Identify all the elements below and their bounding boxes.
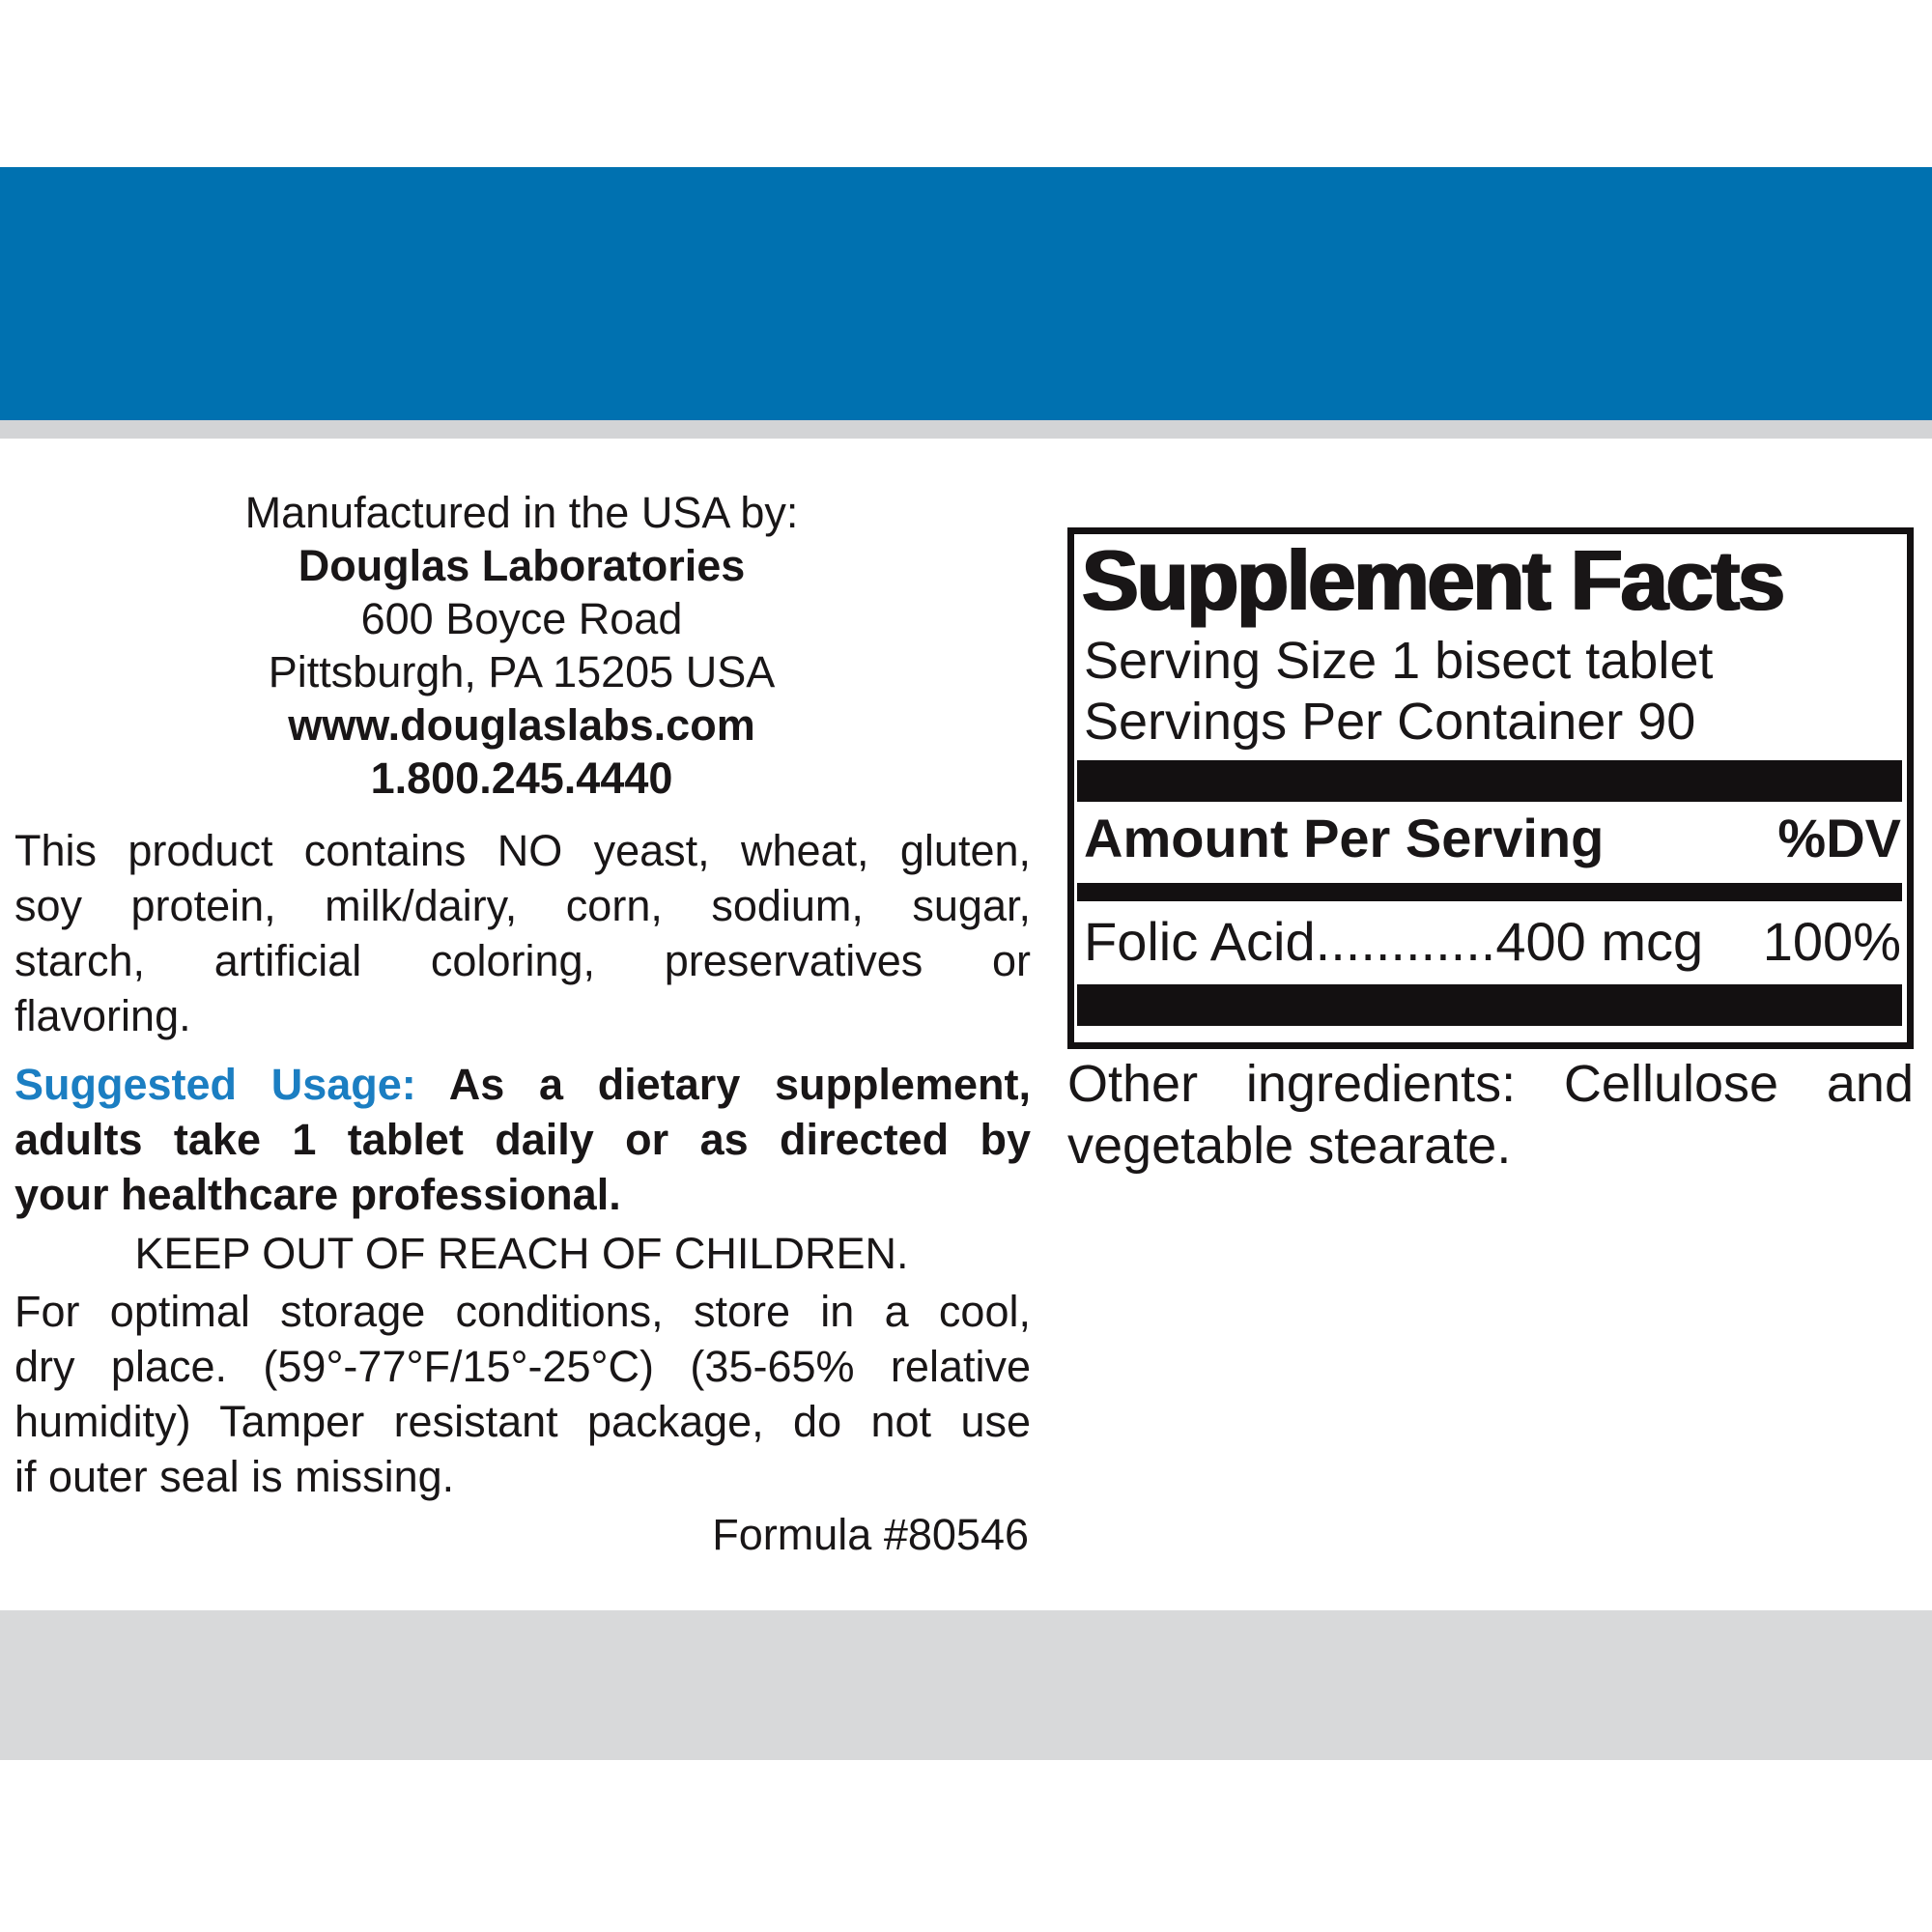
manufacturer-block: [14, 486, 1029, 805]
amount-per-serving-header: [1084, 809, 1901, 868]
manufacturer-city: Pittsburgh, PA 15205 USA: [268, 647, 776, 696]
manufacturer-phone: 1.800.245.4440: [370, 753, 673, 803]
contains-line: flavoring.: [14, 991, 191, 1040]
contains-statement: [14, 823, 1031, 1043]
serving-size: Serving Size 1 bisect tablet: [1084, 632, 1714, 690]
suggested-usage-line: [14, 1057, 1031, 1112]
other-ingredients-line: vegetable stearate.: [1067, 1117, 1512, 1175]
formula-number: Formula #80546: [712, 1510, 1029, 1559]
servings-per-container: Servings Per Container 90: [1084, 693, 1696, 751]
suggested-usage-label: Suggested Usage:: [14, 1060, 416, 1109]
nutrient-amount: 400 mcg: [1495, 911, 1704, 972]
storage-line: humidity) Tamper resistant package, do not use: [14, 1397, 1031, 1446]
contains-line: starch, artificial coloring, preservatives or: [14, 936, 1031, 985]
storage-instructions: [14, 1284, 1031, 1504]
storage-line: For optimal storage conditions, store in a cool,: [14, 1287, 1031, 1336]
bottom-gray-band: [0, 1610, 1932, 1760]
nutrient-name: Folic Acid: [1084, 911, 1316, 972]
amount-header-label: Amount Per Serving: [1084, 808, 1605, 868]
divider-bar-thick-top: [1077, 760, 1902, 802]
dv-header-label: %DV: [1777, 808, 1901, 868]
suggested-usage: [14, 1057, 1031, 1222]
dot-leader: ............: [1315, 911, 1496, 972]
suggested-usage-line: adults take 1 tablet daily or as directed by: [14, 1115, 1031, 1164]
nutrient-entry: [1084, 912, 1703, 972]
top-blue-band: [0, 167, 1932, 420]
contains-line: This product contains NO yeast, wheat, gluten,: [14, 826, 1031, 875]
manufactured-by-line: Manufactured in the USA by:: [244, 488, 799, 537]
storage-line: if outer seal is missing.: [14, 1452, 455, 1501]
top-gray-strip: [0, 420, 1932, 439]
keep-out-warning: KEEP OUT OF REACH OF CHILDREN.: [134, 1229, 909, 1278]
nutrient-row: [1084, 912, 1901, 972]
divider-bar-thick-bottom: [1077, 984, 1902, 1026]
manufacturer-website: www.douglaslabs.com: [288, 700, 755, 750]
other-ingredients-line: Other ingredients: Cellulose and: [1067, 1055, 1914, 1113]
contains-line: soy protein, milk/dairy, corn, sodium, sugar,: [14, 881, 1031, 930]
nutrient-dv: 100%: [1762, 911, 1901, 972]
supplement-facts-title: Supplement Facts: [1082, 532, 1783, 628]
manufacturer-street: 600 Boyce Road: [360, 594, 683, 643]
other-ingredients: [1067, 1053, 1914, 1177]
manufacturer-name: Douglas Laboratories: [298, 541, 746, 590]
supplement-facts-panel: [1067, 527, 1914, 1049]
storage-line: dry place. (59°-77°F/15°-25°C) (35-65% relative: [14, 1342, 1031, 1391]
suggested-usage-line: your healthcare professional.: [14, 1170, 621, 1219]
suggested-usage-text: As a dietary supplement,: [448, 1060, 1031, 1109]
divider-bar-thin: [1077, 883, 1902, 901]
